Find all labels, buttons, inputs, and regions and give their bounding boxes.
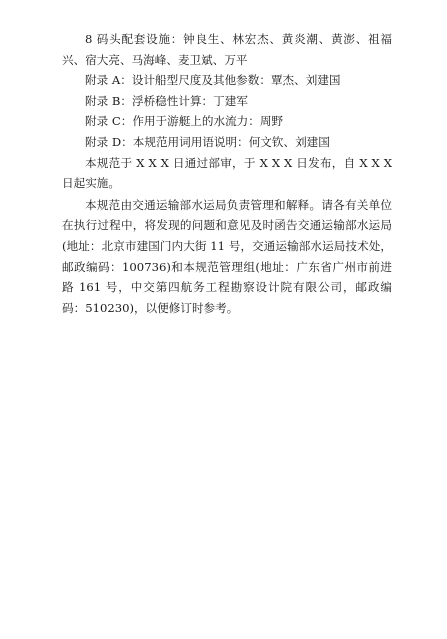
paragraph-appendix-a: 附录 A：设计船型尺度及其他参数：覃杰、刘建国 xyxy=(85,73,341,88)
paragraph-management-contact: 本规范由交通运输部水运局负责管理和解释。请各有关单位在执行过程中，将发现的问题和意见及时函告交通运输部水运局(地址：北京市建国门内大街 11 号，交通运输部水运局技术处，邮政编码：100736)和本规范管理组(地址：广东省广州市前进路 161 号，中交第四航务工程勘察设计院有限公司，邮政编码：510230)，以便修订时参考。 xyxy=(62,197,392,315)
document-body xyxy=(62,29,392,318)
paragraph-appendix-c: 附录 C：作用于游艇上的水流力：周野 xyxy=(85,114,284,129)
paragraph-appendix-d: 附录 D：本规范用词用语说明：何文钦、刘建国 xyxy=(85,134,330,149)
paragraph-appendix-b: 附录 B：浮桥稳性计算：丁建军 xyxy=(85,93,248,108)
paragraph-wharf-facilities: 8 码头配套设施：钟良生、林宏杰、黄炎潮、黄澎、祖福兴、宿大亮、马海峰、麦卫斌、万平 xyxy=(62,32,392,67)
paragraph-approval-dates: 本规范于 X X X 日通过部审，于 X X X 日发布，自 X X X 日起实施。 xyxy=(62,155,392,191)
